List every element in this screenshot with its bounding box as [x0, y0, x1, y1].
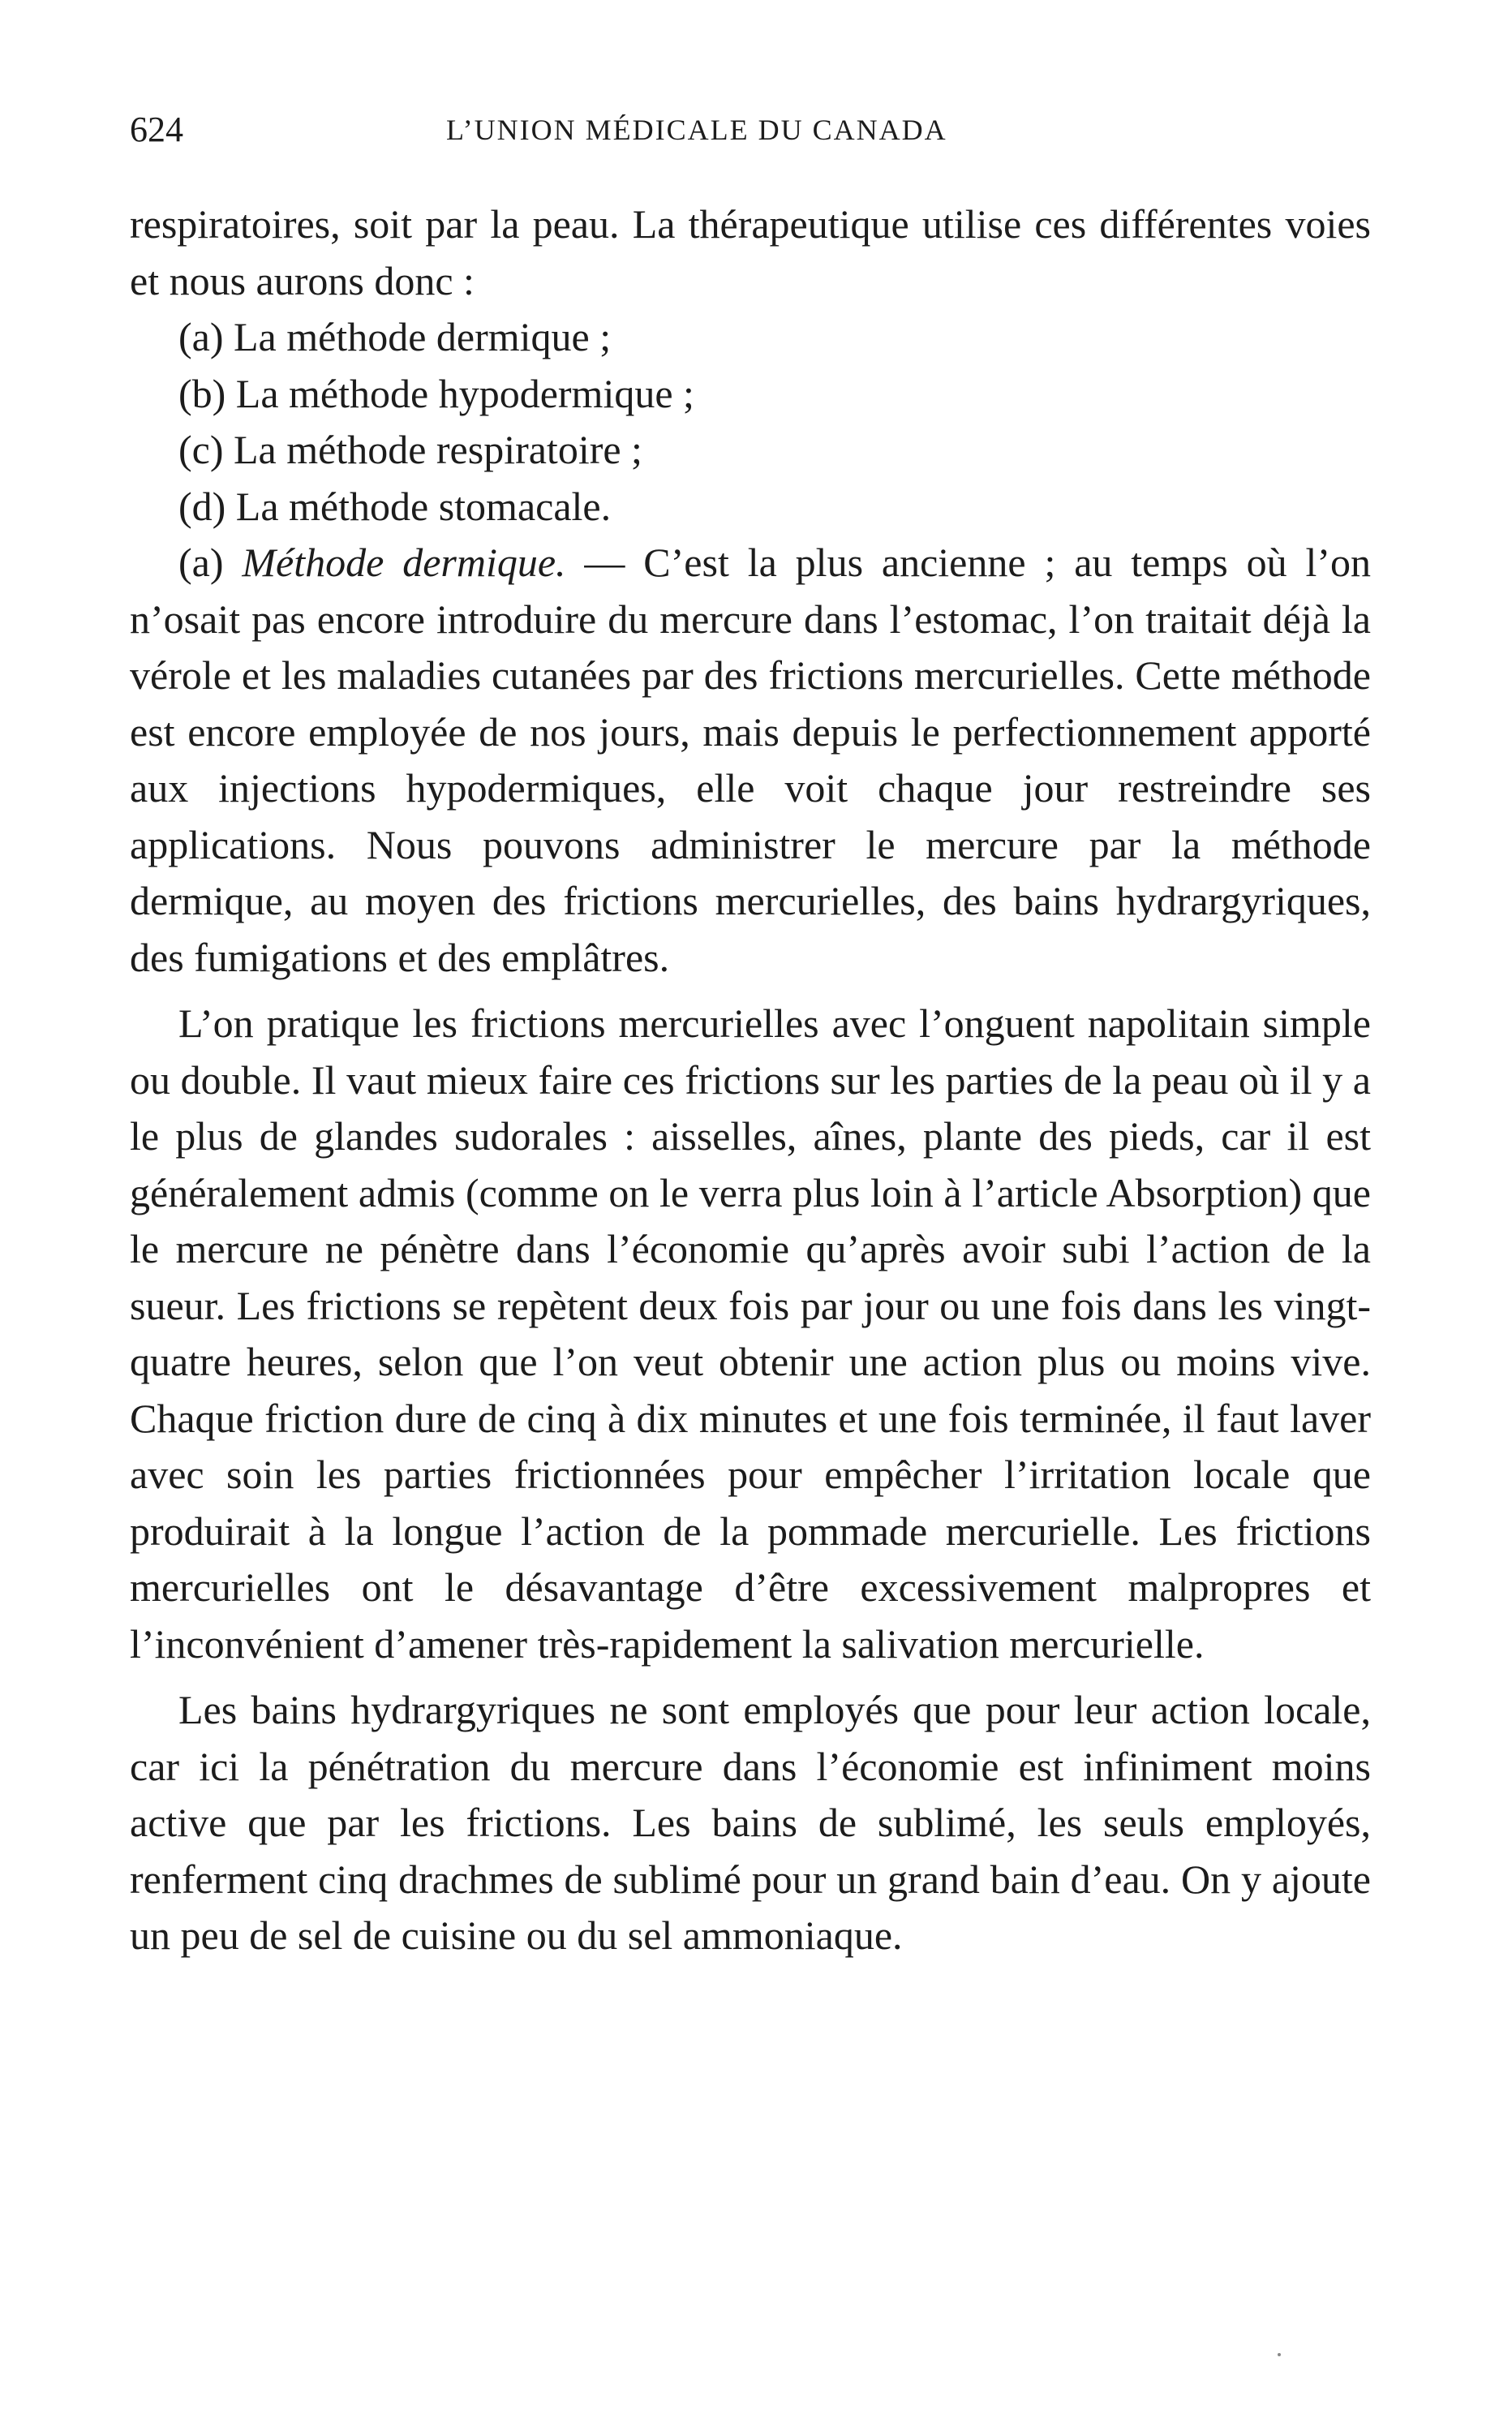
section-dermique-paragraph: [130, 535, 1371, 986]
journal-title: L’UNION MÉDICALE DU CANADA: [446, 114, 947, 146]
method-list-item: (c) La méthode respiratoire ;: [178, 427, 642, 472]
bains-paragraph: Les bains hydrargyriques ne sont employés que pour leur action locale, car ici la pénétration du mercure dans l’économie est infiniment moins active que par les frictions. Les bains de sublimé, les seuls employés, renferment cinq drachmes de sublimé pour un grand bain d’eau. On y ajoute un peu de sel de cuisine ou du sel ammoniaque.: [130, 1687, 1371, 1958]
body-text: [130, 196, 1371, 1964]
book-page: [130, 97, 1371, 1964]
section-label: (a): [178, 540, 224, 585]
method-list-item: (d) La méthode stomacale.: [178, 483, 612, 529]
intro-paragraph: respiratoires, soit par la peau. La thérapeutique utilise ces différentes voies et nous aurons donc :: [130, 201, 1371, 303]
frictions-paragraph: L’on pratique les frictions mercurielles avec l’onguent napolitain simple ou double. Il vaut mieux faire ces frictions sur les parties de la peau où il y a le plus de glandes sudorales : aisselles, aînes, plante des pieds, car il est généralement admis (comme on le verra plus loin à l’article Absorption) que le mercure ne pénètre dans l’économie qu’après avoir subi l’action de la sueur. Les frictions se repètent deux fois par jour ou une fois dans les vingt-quatre heures, selon que l’on veut obtenir une action plus ou moins vive. Chaque friction dure de cinq à dix minutes et une fois terminée, il faut laver avec soin les parties frictionnées pour empêcher l’irritation locale que produirait à la longue l’action de la pommade mercurielle. Les frictions mercurielles ont le désavantage d’être excessivement malpropres et l’inconvénient d’amener très-rapidement la salivation mercurielle.: [130, 1000, 1371, 1667]
running-head: [130, 97, 1371, 162]
method-list-item: (a) La méthode dermique ;: [178, 314, 612, 359]
section-heading: Méthode dermique.: [242, 540, 566, 585]
print-speck: [1278, 2353, 1281, 2356]
page-number: 624: [130, 110, 183, 149]
method-list-item: (b) La méthode hypodermique ;: [178, 370, 694, 416]
section-text: — C’est la plus ancienne ; au temps où l’on n’osait pas encore introduire du mercure dans l’estomac, l’on traitait déjà la vérole et les maladies cutanées par des frictions mercurielles. Cette méthode est encore employée de nos jours, mais depuis le perfectionnement apporté aux injections hypodermiques, elle voit chaque jour restreindre ses applications. Nous pouvons administrer le mercure par la méthode dermique, au moyen des frictions mercurielles, des bains hydrargyriques, des fumigations et des emplâtres.: [130, 540, 1372, 980]
